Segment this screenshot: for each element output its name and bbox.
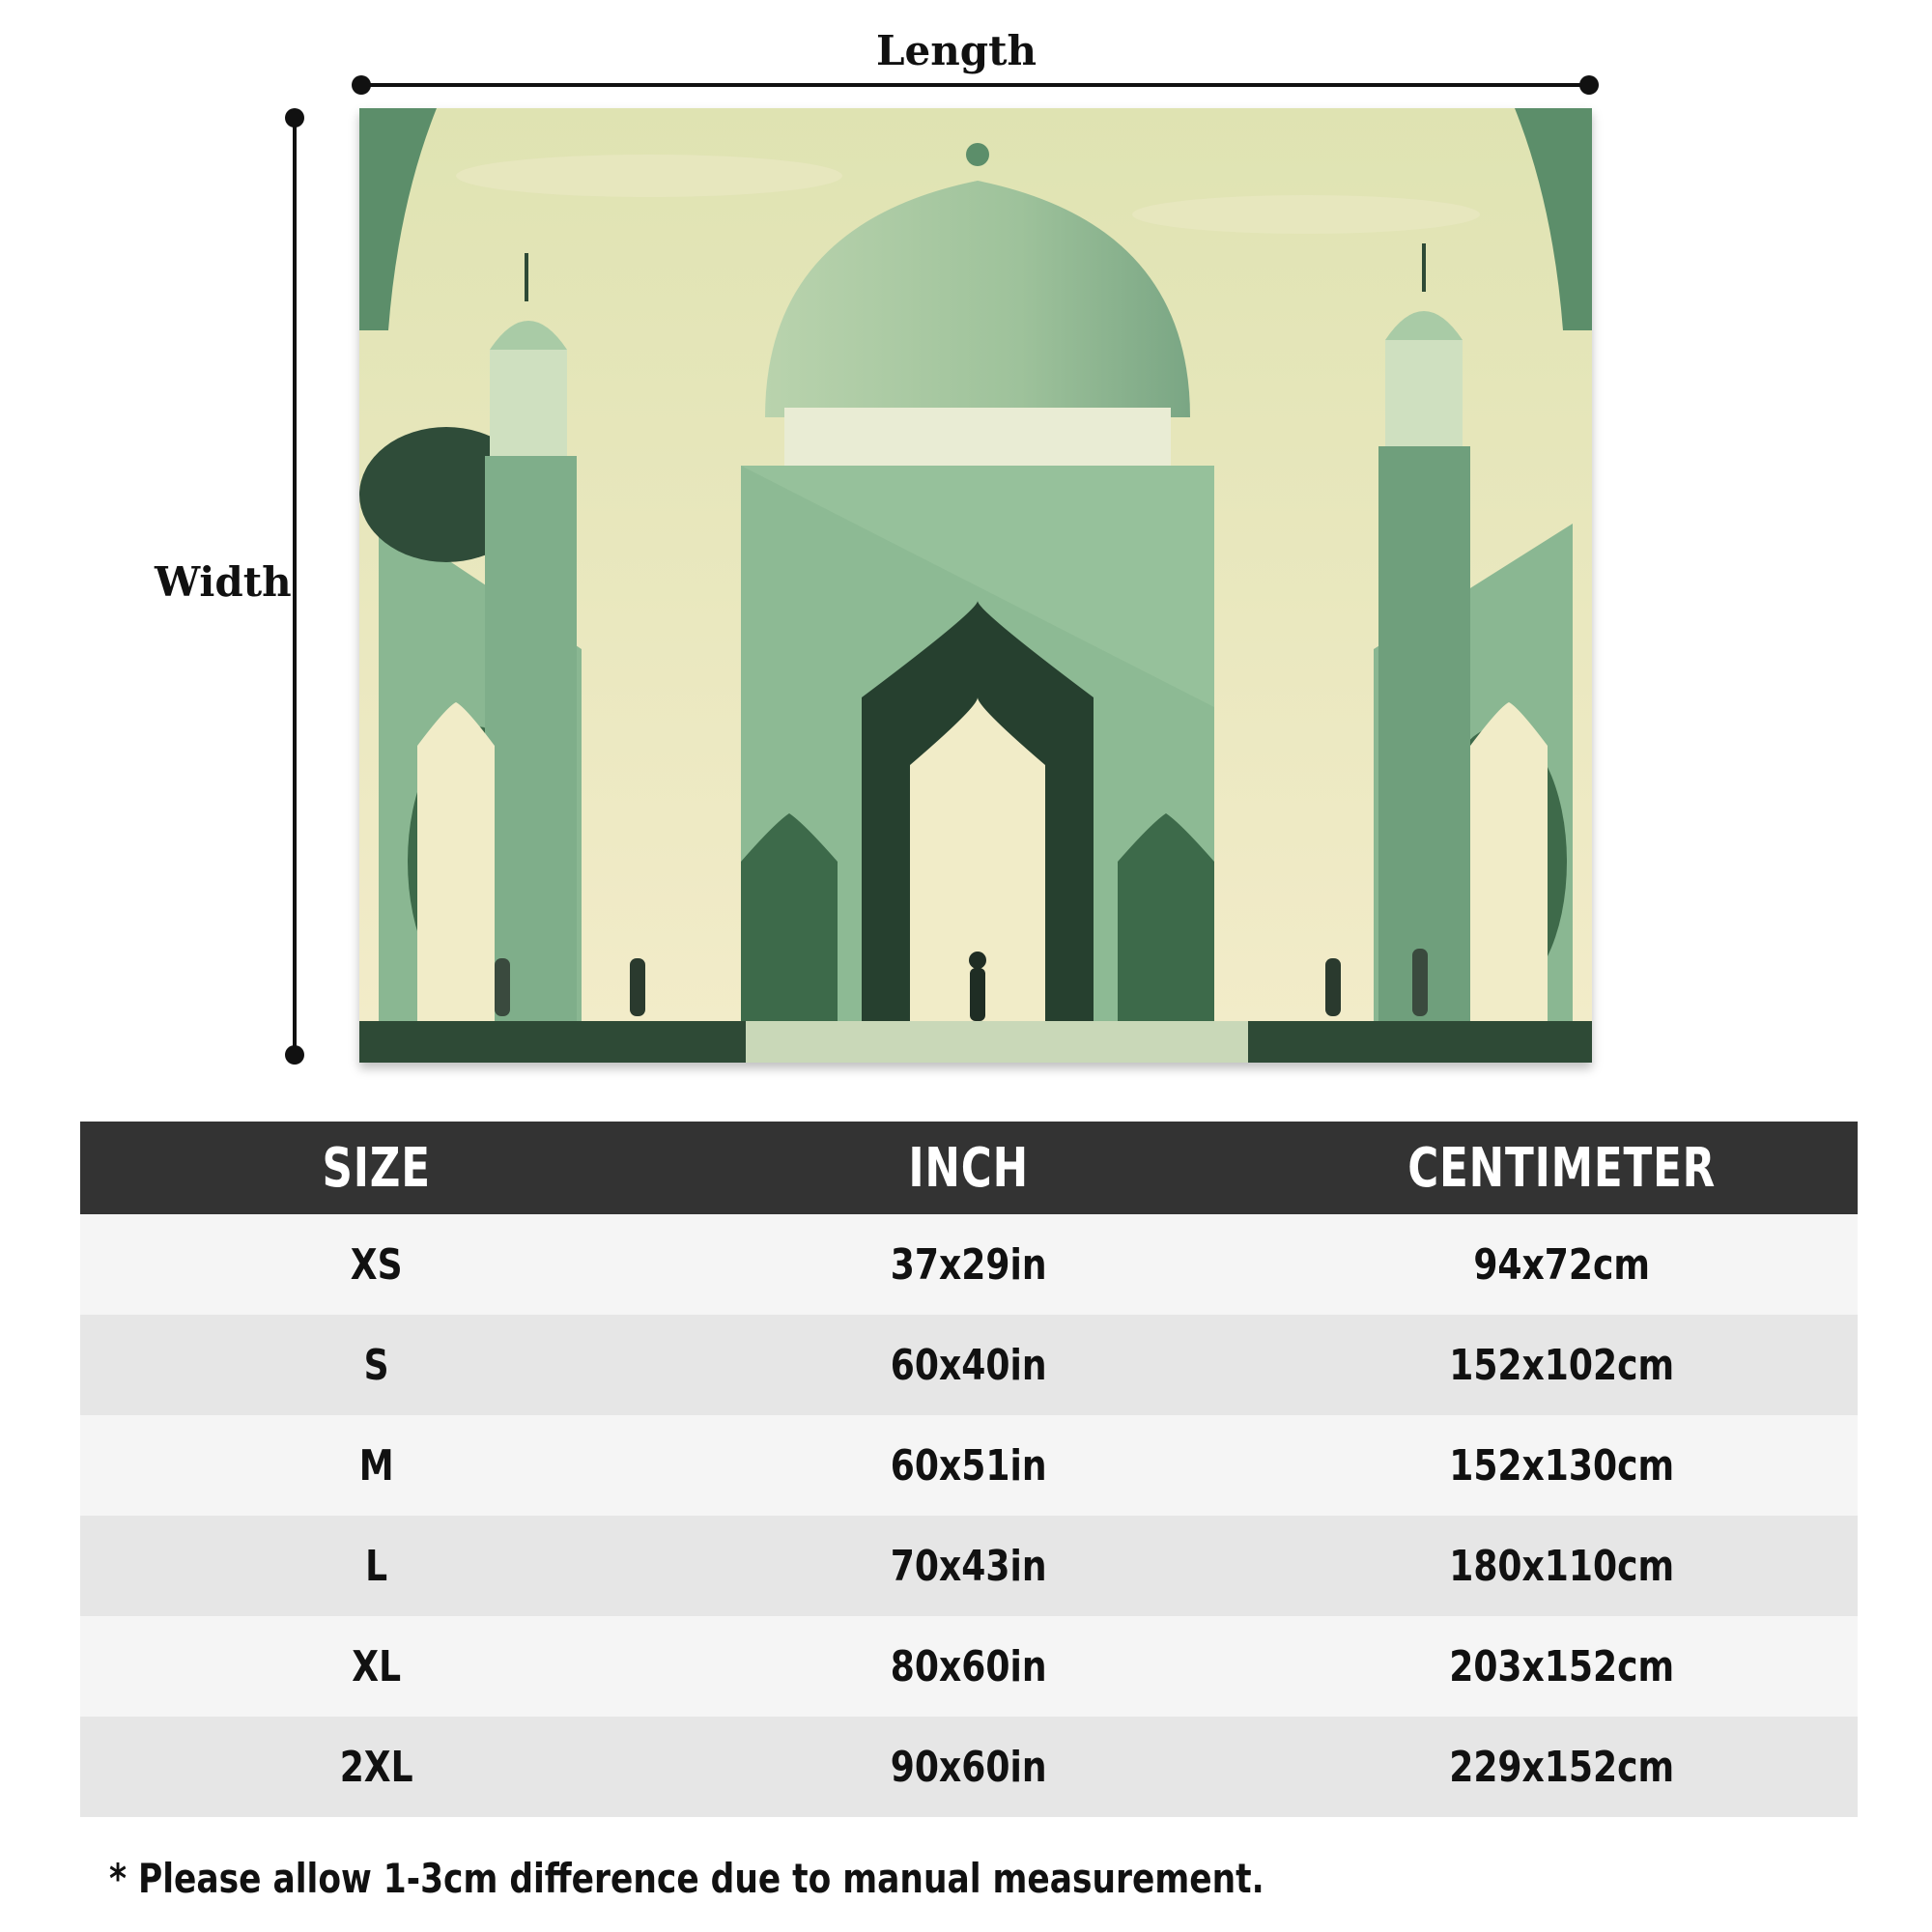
table-row xyxy=(80,1315,1858,1415)
size-table-body xyxy=(80,1214,1858,1817)
inch-cell: 37x29in xyxy=(891,1239,1047,1290)
size-table-header xyxy=(80,1122,1858,1214)
table-row xyxy=(80,1516,1858,1616)
size-cell: S xyxy=(363,1340,389,1390)
width-label: Width xyxy=(155,558,292,606)
width-end-dot-bottom xyxy=(285,1045,304,1065)
cm-cell: 180x110cm xyxy=(1448,1541,1674,1591)
cm-cell: 229x152cm xyxy=(1448,1742,1674,1792)
inch-cell: 60x51in xyxy=(891,1440,1047,1491)
length-end-dot-right xyxy=(1579,75,1599,95)
size-cell: XL xyxy=(352,1641,402,1691)
mosque-tapestry-illustration xyxy=(359,108,1592,1063)
table-row xyxy=(80,1717,1858,1817)
length-end-dot-left xyxy=(352,75,371,95)
inch-cell: 70x43in xyxy=(891,1541,1047,1591)
inch-cell: 80x60in xyxy=(891,1641,1047,1691)
inch-cell: 60x40in xyxy=(891,1340,1047,1390)
cm-cell: 152x130cm xyxy=(1448,1440,1674,1491)
length-label: Length xyxy=(875,27,1037,74)
width-end-dot-top xyxy=(285,108,304,128)
measurement-note: * Please allow 1-3cm difference due to manual measurement. xyxy=(109,1855,1264,1902)
size-cell: M xyxy=(358,1440,394,1491)
table-row xyxy=(80,1415,1858,1516)
inch-cell: 90x60in xyxy=(891,1742,1047,1792)
table-row xyxy=(80,1616,1858,1717)
header-size: SIZE xyxy=(322,1136,431,1200)
size-cell: XS xyxy=(350,1239,403,1290)
cm-cell: 94x72cm xyxy=(1472,1239,1650,1290)
size-cell: 2XL xyxy=(339,1742,413,1792)
cm-cell: 203x152cm xyxy=(1448,1641,1674,1691)
table-row xyxy=(80,1214,1858,1315)
header-centimeter: CENTIMETER xyxy=(1406,1136,1716,1200)
size-table xyxy=(80,1122,1858,1817)
cm-cell: 152x102cm xyxy=(1448,1340,1674,1390)
header-inch: INCH xyxy=(908,1136,1030,1200)
size-cell: L xyxy=(365,1541,388,1591)
